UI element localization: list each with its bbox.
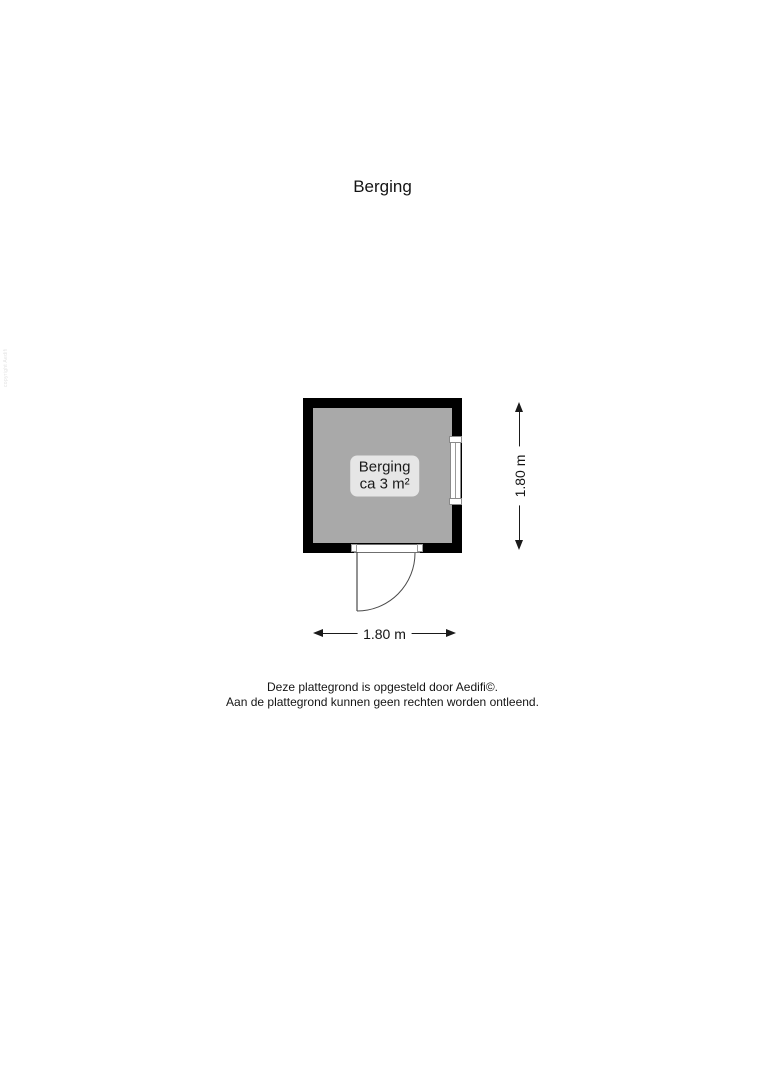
dim-arrow-up-icon [515,402,523,412]
dim-arrow-down-icon [515,540,523,550]
disclaimer [0,680,765,710]
room-name: Berging [358,458,411,475]
dim-arrow-right-icon [446,629,456,637]
room-label [350,455,420,496]
window-symbol [450,440,461,503]
door-arc [357,553,415,611]
disclaimer-line1: Deze plattegrond is opgesteld door Aedifi©. [267,680,498,694]
room-area: ca 3 m² [359,475,410,492]
dimension-width-label: 1.80 m [357,626,412,642]
window-sill-bottom [449,498,462,505]
page-title: Berging [353,177,412,196]
window-pane-line [455,441,456,502]
dimension-height-label: 1.80 m [511,447,529,506]
dimension-width [313,626,456,641]
dimension-height [513,402,526,550]
disclaimer-line2: Aan de plattegrond kunnen geen rechten worden ontleend. [226,695,539,709]
door-swing-symbol [340,550,470,620]
room-berging [303,398,462,553]
copyright-watermark: copyright Aedifi [3,348,9,387]
dim-arrow-left-icon [313,629,323,637]
window-sill-top [449,436,462,443]
